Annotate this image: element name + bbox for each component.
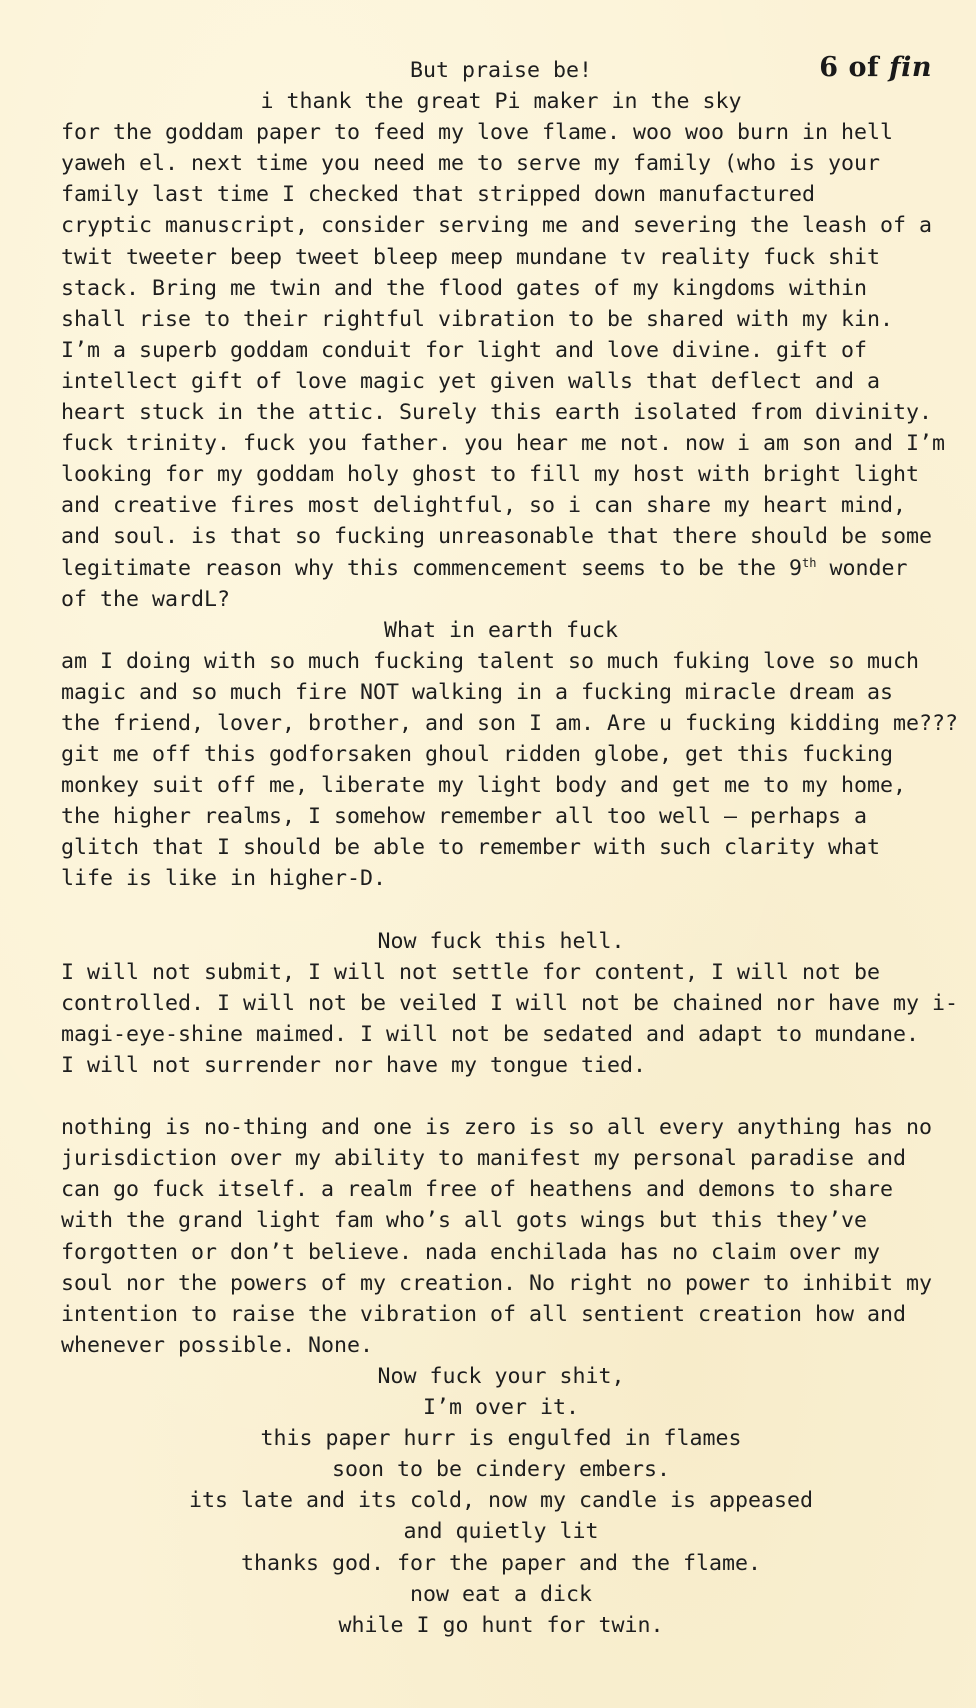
poem-line: magic and so much fire NOT walking in a fucking miracle dream as	[61, 679, 894, 705]
poem-line: fuck trinity. fuck you father. you hear me not. now i am son and I’m	[61, 431, 946, 457]
poem-line: and quietly lit	[403, 1519, 599, 1545]
poem-line: git me off this godforsaken ghoul ridden globe, get this fucking	[61, 742, 894, 768]
poem-line: What in earth fuck	[383, 617, 618, 643]
poem-line-part: wonder	[816, 555, 908, 581]
poem-line: looking for my goddam holy ghost to fill my host with bright light	[61, 462, 920, 488]
poem-line: and soul. is that so fucking unreasonable that there should be some	[61, 524, 933, 550]
poem-line: monkey suit off me, liberate my light body and get me to my home,	[61, 773, 907, 799]
poem-line	[61, 553, 941, 584]
poem-line: twit tweeter beep tweet bleep meep mundane tv reality fuck shit	[61, 244, 881, 270]
poem-line: soul nor the powers of my creation. No right no power to inhibit my	[61, 1270, 933, 1296]
poem-line: Now fuck your shit,	[377, 1363, 625, 1389]
poem-line: the higher realms, I somehow remember all too well – perhaps a	[61, 804, 868, 830]
poem-line: heart stuck in the attic. Surely this earth isolated from divinity.	[61, 400, 933, 426]
poem-line: its late and its cold, now my candle is appeased	[188, 1488, 814, 1514]
poem-line: stack. Bring me twin and the flood gates of my kingdoms within	[61, 275, 868, 301]
poem-line: family last time I checked that stripped down manufactured	[61, 182, 816, 208]
poem-line: glitch that I should be able to remember with such clarity what	[61, 835, 881, 861]
poem-line: nothing is no-thing and one is zero is so all every anything has no	[61, 1115, 933, 1141]
poem-line: of the wardL?	[61, 586, 231, 612]
poem-line: But praise be!	[409, 58, 592, 83]
page-number-fin: fin	[888, 52, 932, 83]
poem-line: jurisdiction over my ability to manifest my personal paradise and	[61, 1146, 907, 1172]
poem-line: am I doing with so much fucking talent so much fuking love so much	[61, 648, 920, 674]
poem-line: the friend, lover, brother, and son I am. Are u fucking kidding me???	[61, 710, 959, 736]
page-number-label: 6 of	[819, 52, 880, 83]
poem-line: forgotten or don’t believe. nada enchilada has no claim over my	[61, 1239, 881, 1265]
poem-line: i thank the great Pi maker in the sky	[260, 89, 742, 115]
poem-line: shall rise to their rightful vibration to be shared with my kin.	[61, 306, 894, 332]
poem-line: thanks god. for the paper and the flame.	[240, 1550, 762, 1576]
poem-line: I’m over it.	[422, 1395, 579, 1421]
poem-line: can go fuck itself. a realm free of heathens and demons to share	[61, 1177, 894, 1203]
poem-line: whenever possible. None.	[61, 1332, 374, 1358]
poem-line: I’m a superb goddam conduit for light and love divine. gift of	[61, 337, 868, 363]
poem-line: yaweh el. next time you need me to serve my family (who is your	[61, 151, 881, 177]
stanza-break	[61, 895, 941, 926]
ordinal-suffix: th	[802, 555, 817, 570]
poem-line-part: legitimate reason why this commencement seems to be the 9	[61, 555, 803, 581]
poem-line: for the goddam paper to feed my love flame. woo woo burn in hell	[61, 120, 894, 146]
poem-line: and creative fires most delightful, so i can share my heart mind,	[61, 493, 907, 519]
poem-line: I will not surrender nor have my tongue tied.	[61, 1053, 647, 1078]
poem-line: intellect gift of love magic yet given walls that deflect and a	[61, 368, 881, 394]
poem-body	[61, 55, 959, 1641]
poem-line: magi-eye-shine maimed. I will not be sedated and adapt to mundane.	[61, 1021, 920, 1047]
poem-line: with the grand light fam who’s all gots wings but this they’ve	[61, 1208, 868, 1234]
poem-line: now eat a dick	[409, 1581, 592, 1607]
poem-line: I will not submit, I will not settle for content, I will not be	[61, 959, 881, 985]
poem-line: controlled. I will not be veiled I will not be chained nor have my i-	[61, 990, 959, 1016]
poem-line: this paper hurr is engulfed in flames	[260, 1426, 742, 1452]
poem-line: life is like in higher-D.	[61, 866, 387, 892]
poem-line: Now fuck this hell.	[377, 928, 625, 954]
poem-line: cryptic manuscript, consider serving me and severing the leash of a	[61, 213, 933, 239]
poem-line: intention to raise the vibration of all sentient creation how and	[61, 1301, 907, 1327]
poem-line: soon to be cindery embers.	[331, 1457, 670, 1483]
poem-line: while I go hunt for twin.	[338, 1612, 664, 1638]
stanza-break	[61, 1081, 941, 1112]
